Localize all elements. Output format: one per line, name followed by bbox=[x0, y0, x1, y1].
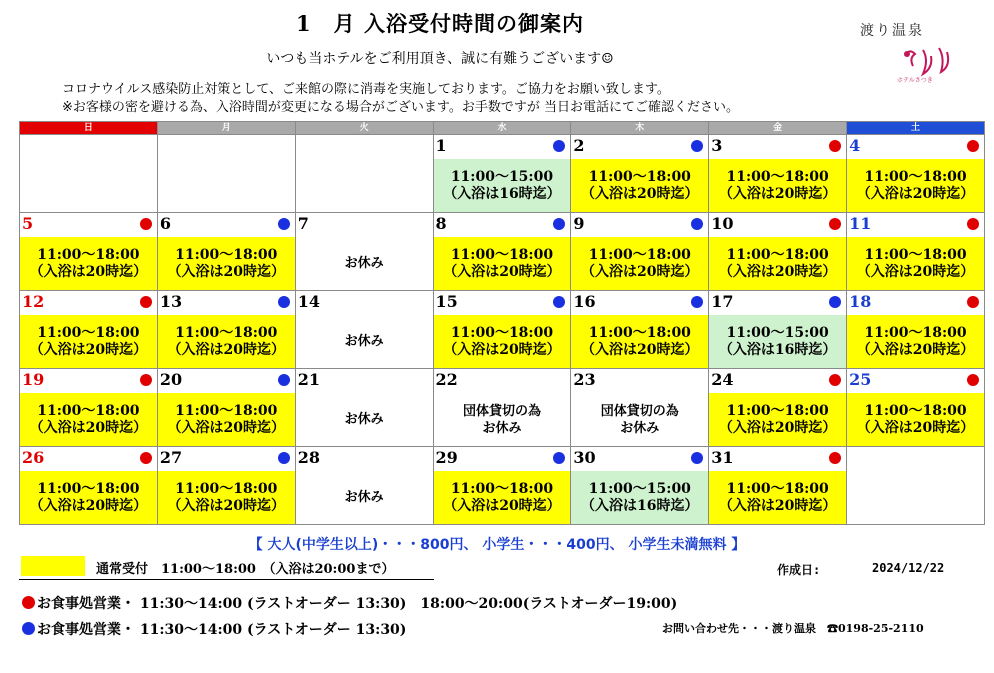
hours-band bbox=[709, 315, 846, 368]
hours-text: お休み bbox=[344, 490, 384, 505]
hours-text: （入浴は20時迄） bbox=[718, 185, 837, 202]
hours-text: （入浴は20時迄） bbox=[29, 497, 148, 514]
calendar-cell bbox=[433, 213, 571, 291]
blue-dot-icon bbox=[691, 452, 703, 464]
blue-dot-icon bbox=[278, 374, 290, 386]
hours-band bbox=[571, 315, 708, 368]
hours-band bbox=[158, 237, 295, 290]
hours-band bbox=[434, 159, 571, 212]
red-dot-icon bbox=[829, 140, 841, 152]
day-number: 14 bbox=[297, 292, 320, 311]
day-number: 25 bbox=[849, 370, 872, 389]
hours-text: （入浴は20時迄） bbox=[856, 419, 975, 436]
calendar-cell-empty bbox=[847, 447, 985, 525]
day-number: 17 bbox=[711, 292, 734, 311]
notice-covid: コロナウイルス感染防止対策として、ご来館の際に消毒を実施しております。ご協力をお願い致します。 bbox=[62, 82, 670, 97]
hours-text: お休み bbox=[344, 334, 384, 349]
blue-dot-icon bbox=[691, 140, 703, 152]
hours-band bbox=[571, 393, 708, 446]
legend-swatch-normal bbox=[21, 556, 85, 576]
weekday-header: 土 bbox=[847, 122, 985, 135]
hours-band bbox=[296, 471, 433, 524]
day-number: 28 bbox=[297, 448, 320, 467]
red-dot-icon bbox=[22, 596, 35, 609]
greeting-text: いつも当ホテルをご利用頂き、誠に有難うございます☺ bbox=[266, 51, 614, 67]
red-dot-icon bbox=[140, 374, 152, 386]
calendar-cell bbox=[847, 369, 985, 447]
calendar-cell-empty bbox=[20, 135, 158, 213]
red-dot-icon bbox=[140, 296, 152, 308]
hours-text: （入浴は20時迄） bbox=[167, 497, 285, 514]
page-title: 1 月 入浴受付時間の御案内 bbox=[296, 11, 584, 36]
hours-text: （入浴は20時迄） bbox=[856, 263, 975, 280]
red-dot-icon bbox=[140, 218, 152, 230]
weekday-header: 金 bbox=[709, 122, 847, 135]
hours-text: 11:00～18:00 bbox=[175, 402, 278, 419]
calendar-cell bbox=[157, 447, 295, 525]
hours-text: 11:00～18:00 bbox=[726, 480, 829, 497]
hours-band bbox=[20, 471, 157, 524]
day-number: 31 bbox=[711, 448, 734, 467]
day-number: 8 bbox=[435, 214, 447, 233]
food-hours-blue: お食事処営業・ 11:30～14:00 (ラストオーダー 13:30) bbox=[37, 622, 407, 638]
calendar-cell bbox=[571, 369, 709, 447]
price-info: 【 大人(中学生以上)・・・800円、 小学生・・・400円、 小学生未満無料 】 bbox=[248, 537, 746, 553]
hours-text: （入浴は20時迄） bbox=[718, 419, 837, 436]
calendar-cell bbox=[847, 135, 985, 213]
hours-band bbox=[296, 237, 433, 290]
calendar-cell bbox=[20, 291, 158, 369]
hours-text: 11:00～18:00 bbox=[450, 246, 554, 263]
calendar-cell bbox=[571, 213, 709, 291]
hours-band bbox=[20, 393, 157, 446]
hours-text: 11:00～18:00 bbox=[726, 246, 829, 263]
hours-text: （入浴は20時迄） bbox=[443, 263, 561, 280]
day-number: 21 bbox=[297, 370, 320, 389]
hours-band bbox=[434, 237, 571, 290]
hours-band bbox=[571, 471, 708, 524]
calendar-cell bbox=[709, 369, 847, 447]
blue-dot-icon bbox=[553, 140, 565, 152]
weekday-header: 月 bbox=[157, 122, 295, 135]
contact-info: お問い合わせ先・・・渡り温泉 ☎0198-25-2110 bbox=[662, 622, 924, 635]
weekday-header: 日 bbox=[20, 122, 158, 135]
calendar-week bbox=[20, 447, 985, 525]
calendar-cell bbox=[709, 291, 847, 369]
calendar-cell bbox=[709, 447, 847, 525]
created-date: 2024/12/22 bbox=[872, 561, 945, 575]
hours-text: （入浴は20時迄） bbox=[581, 263, 699, 280]
calendar-cell bbox=[295, 447, 433, 525]
day-number: 3 bbox=[711, 136, 723, 155]
blue-dot-icon bbox=[553, 218, 565, 230]
hours-text: 11:00～15:00 bbox=[450, 168, 554, 185]
day-number: 18 bbox=[849, 292, 872, 311]
day-number: 11 bbox=[849, 214, 872, 233]
calendar-cell bbox=[709, 213, 847, 291]
hours-text: 11:00～18:00 bbox=[37, 324, 140, 341]
hours-band bbox=[571, 237, 708, 290]
hours-band bbox=[709, 237, 846, 290]
hours-text: （入浴は20時迄） bbox=[718, 263, 837, 280]
hours-text: （入浴は20時迄） bbox=[718, 497, 837, 514]
hours-text: お休み bbox=[344, 256, 384, 271]
hours-text: 11:00～18:00 bbox=[588, 246, 691, 263]
calendar-cell bbox=[20, 447, 158, 525]
calendar-cell bbox=[433, 135, 571, 213]
hours-text: （入浴は20時迄） bbox=[29, 263, 148, 280]
calendar-cell bbox=[709, 135, 847, 213]
red-dot-icon bbox=[829, 452, 841, 464]
day-number: 29 bbox=[435, 448, 458, 467]
hours-text: （入浴は20時迄） bbox=[167, 419, 285, 436]
svg-text:ホテルさつき: ホテルさつき bbox=[897, 77, 933, 84]
hours-text: （入浴は20時迄） bbox=[856, 341, 975, 358]
day-number: 15 bbox=[435, 292, 458, 311]
blue-dot-icon bbox=[22, 622, 35, 635]
hours-band bbox=[434, 393, 571, 446]
calendar-week bbox=[20, 291, 985, 369]
notice-schedule: ※お客様の密を避ける為、入浴時間が変更になる場合がございます。お手数ですが 当日お電話にてご確認ください。 bbox=[62, 100, 739, 115]
calendar-cell bbox=[20, 369, 158, 447]
hours-text: （入浴は16時迄） bbox=[581, 497, 699, 514]
hours-band bbox=[434, 471, 571, 524]
day-number: 19 bbox=[22, 370, 45, 389]
hours-text: お休み bbox=[482, 420, 522, 436]
calendar-table bbox=[19, 121, 985, 525]
hours-text: 11:00～18:00 bbox=[726, 402, 829, 419]
day-number: 26 bbox=[22, 448, 45, 467]
weekday-header: 火 bbox=[295, 122, 433, 135]
hours-text: 11:00～18:00 bbox=[726, 168, 829, 185]
calendar-cell-empty bbox=[157, 135, 295, 213]
hours-text: 11:00～15:00 bbox=[588, 480, 691, 497]
hours-band bbox=[20, 237, 157, 290]
hours-band bbox=[847, 159, 984, 212]
hours-text: （入浴は20時迄） bbox=[443, 497, 561, 514]
blue-dot-icon bbox=[553, 452, 565, 464]
hours-text: （入浴は20時迄） bbox=[581, 185, 699, 202]
hours-band bbox=[709, 159, 846, 212]
day-number: 6 bbox=[159, 214, 171, 233]
day-number: 7 bbox=[297, 214, 309, 233]
hours-text: 11:00～18:00 bbox=[37, 480, 140, 497]
blue-dot-icon bbox=[278, 218, 290, 230]
red-dot-icon bbox=[967, 296, 979, 308]
calendar-cell bbox=[571, 135, 709, 213]
calendar-cell bbox=[847, 291, 985, 369]
hours-text: （入浴は16時迄） bbox=[443, 185, 561, 202]
calendar-cell bbox=[157, 213, 295, 291]
hours-band bbox=[847, 315, 984, 368]
hours-text: 11:00～18:00 bbox=[864, 324, 967, 341]
day-number: 13 bbox=[159, 292, 183, 311]
hours-band bbox=[296, 315, 433, 368]
hours-band bbox=[158, 315, 295, 368]
blue-dot-icon bbox=[691, 218, 703, 230]
hours-band bbox=[709, 393, 846, 446]
hours-band bbox=[847, 237, 984, 290]
legend-text-normal: 通常受付 11:00～18:00 （入浴は20:00まで） bbox=[96, 562, 395, 577]
hours-text: （入浴は20時迄） bbox=[856, 185, 975, 202]
calendar-cell bbox=[847, 213, 985, 291]
hours-band bbox=[847, 393, 984, 446]
legend-underline bbox=[19, 579, 434, 580]
calendar-cell bbox=[295, 213, 433, 291]
red-dot-icon bbox=[967, 374, 979, 386]
red-dot-icon bbox=[967, 218, 979, 230]
hours-text: 11:00～18:00 bbox=[450, 324, 554, 341]
calendar-cell bbox=[20, 213, 158, 291]
red-dot-icon bbox=[140, 452, 152, 464]
hours-text: 団体貸切の為 bbox=[462, 403, 541, 419]
hours-text: 11:00～18:00 bbox=[37, 402, 140, 419]
day-number: 30 bbox=[573, 448, 596, 467]
created-label: 作成日: bbox=[777, 563, 821, 577]
blue-dot-icon bbox=[278, 296, 290, 308]
hours-text: 11:00～18:00 bbox=[588, 168, 691, 185]
hours-band bbox=[434, 315, 571, 368]
hours-text: 団体貸切の為 bbox=[600, 403, 679, 419]
day-number: 23 bbox=[573, 370, 596, 389]
hours-text: （入浴は20時迄） bbox=[29, 341, 148, 358]
day-number: 10 bbox=[711, 214, 734, 233]
blue-dot-icon bbox=[278, 452, 290, 464]
day-number: 12 bbox=[22, 292, 45, 311]
calendar-week bbox=[20, 213, 985, 291]
calendar-week bbox=[20, 135, 985, 213]
calendar-cell bbox=[157, 369, 295, 447]
hours-text: 11:00～18:00 bbox=[175, 480, 278, 497]
day-number: 4 bbox=[849, 136, 861, 155]
calendar-cell bbox=[433, 447, 571, 525]
food-hours-red: お食事処営業・ 11:30～14:00 (ラストオーダー 13:30) 18:00～20:00(ラストオーダー19:00) bbox=[37, 596, 678, 612]
hours-text: （入浴は20時迄） bbox=[167, 263, 285, 280]
hotel-logo-icon bbox=[895, 44, 957, 86]
weekday-header: 水 bbox=[433, 122, 571, 135]
hours-text: 11:00～18:00 bbox=[864, 402, 967, 419]
hours-band bbox=[571, 159, 708, 212]
hours-band bbox=[158, 393, 295, 446]
blue-dot-icon bbox=[691, 296, 703, 308]
hours-text: 11:00～18:00 bbox=[588, 324, 691, 341]
red-dot-icon bbox=[829, 374, 841, 386]
hours-text: 11:00～18:00 bbox=[37, 246, 140, 263]
calendar-week bbox=[20, 369, 985, 447]
calendar-cell bbox=[157, 291, 295, 369]
hours-text: 11:00～18:00 bbox=[864, 168, 967, 185]
hours-text: （入浴は20時迄） bbox=[167, 341, 285, 358]
weekday-header: 木 bbox=[571, 122, 709, 135]
red-dot-icon bbox=[967, 140, 979, 152]
hours-text: 11:00～18:00 bbox=[175, 324, 278, 341]
day-number: 22 bbox=[435, 370, 458, 389]
hours-text: 11:00～18:00 bbox=[450, 480, 554, 497]
hours-band bbox=[709, 471, 846, 524]
hours-text: お休み bbox=[620, 420, 660, 436]
day-number: 24 bbox=[711, 370, 734, 389]
day-number: 16 bbox=[573, 292, 596, 311]
day-number: 1 bbox=[435, 136, 447, 155]
hours-band bbox=[296, 393, 433, 446]
calendar-cell bbox=[433, 291, 571, 369]
logo-text: 渡り温泉 bbox=[860, 23, 924, 39]
blue-dot-icon bbox=[553, 296, 565, 308]
hours-text: （入浴は16時迄） bbox=[718, 341, 837, 358]
day-number: 2 bbox=[573, 136, 585, 155]
hours-text: （入浴は20時迄） bbox=[581, 341, 699, 358]
hours-text: 11:00～15:00 bbox=[726, 324, 829, 341]
calendar-cell bbox=[571, 291, 709, 369]
hours-text: 11:00～18:00 bbox=[864, 246, 967, 263]
hours-band bbox=[158, 471, 295, 524]
calendar-cell bbox=[295, 369, 433, 447]
hours-text: （入浴は20時迄） bbox=[29, 419, 148, 436]
hours-band bbox=[20, 315, 157, 368]
calendar-cell-empty bbox=[295, 135, 433, 213]
day-number: 5 bbox=[22, 214, 34, 233]
red-dot-icon bbox=[829, 218, 841, 230]
blue-dot-icon bbox=[829, 296, 841, 308]
calendar-cell bbox=[295, 291, 433, 369]
hours-text: 11:00～18:00 bbox=[175, 246, 278, 263]
day-number: 20 bbox=[159, 370, 183, 389]
calendar-cell bbox=[571, 447, 709, 525]
calendar-cell bbox=[433, 369, 571, 447]
hours-text: お休み bbox=[344, 412, 384, 427]
hours-text: （入浴は20時迄） bbox=[443, 341, 561, 358]
day-number: 9 bbox=[573, 214, 585, 233]
day-number: 27 bbox=[159, 448, 183, 467]
